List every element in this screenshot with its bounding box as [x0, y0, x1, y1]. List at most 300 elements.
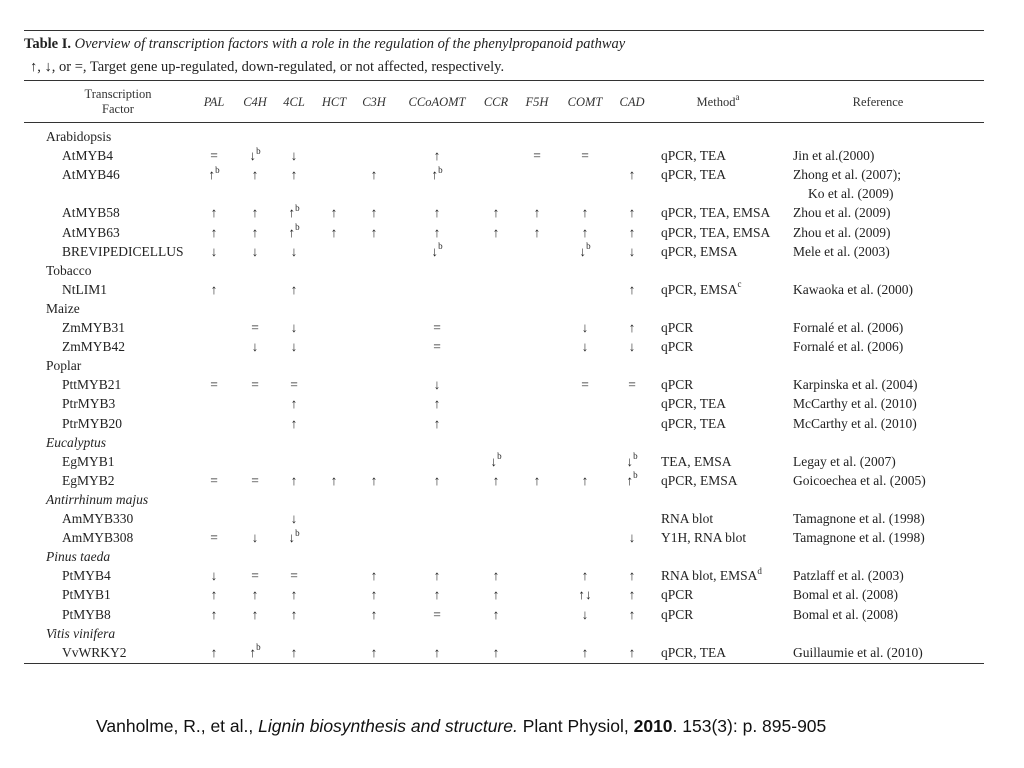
method-cell — [661, 394, 726, 413]
regulation-symbol: ↑ — [210, 281, 218, 297]
table-row — [24, 566, 984, 585]
tf-name: PtrMYB20 — [62, 415, 123, 431]
table-label: Table I. — [24, 36, 72, 52]
method-text: TEA, EMSA — [661, 453, 732, 469]
table-row — [24, 184, 984, 203]
regulation-cell — [371, 203, 378, 222]
regulation-cell — [211, 203, 218, 222]
tf-name: PtMYB1 — [62, 587, 111, 603]
regulation-cell — [629, 585, 636, 604]
footnote-marker: b — [497, 451, 502, 462]
reference-cell: Fornalé et al. (2006) — [793, 339, 904, 355]
table-row — [24, 318, 984, 337]
reference-cell: McCarthy et al. (2010) — [793, 415, 917, 431]
regulation-symbol: ↑ — [433, 568, 441, 584]
header-transcription-factor — [85, 87, 152, 117]
regulation-symbol: = — [210, 530, 218, 546]
table-row — [24, 509, 984, 528]
regulation-symbol: = — [251, 472, 259, 488]
regulation-cell — [371, 643, 378, 662]
citation-authors: Vanholme, R., et al., — [96, 716, 259, 736]
regulation-cell — [291, 643, 298, 662]
regulation-cell — [291, 146, 298, 165]
method-text: qPCR, TEA — [661, 644, 727, 660]
method-cell — [661, 337, 693, 356]
group-name: Maize — [46, 300, 80, 316]
reference-cell: Zhou et al. (2009) — [793, 224, 891, 240]
regulation-symbol: ↓ — [581, 606, 589, 622]
header-gene-comt: COMT — [567, 95, 603, 109]
tf-name: PtMYB8 — [62, 606, 111, 622]
method-text: qPCR, TEA, EMSA — [661, 224, 771, 240]
citation-title: Lignin biosynthesis and structure. — [258, 716, 518, 736]
regulation-cell — [434, 585, 441, 604]
regulation-symbol: ↑ — [370, 568, 378, 584]
regulation-cell — [629, 643, 636, 662]
group-row — [24, 299, 984, 318]
regulation-symbol: ↑ — [251, 167, 259, 183]
method-cell — [661, 146, 726, 165]
regulation-symbol: ↑ — [628, 224, 636, 240]
regulation-cell — [626, 452, 637, 471]
regulation-cell — [291, 242, 298, 261]
regulation-cell — [210, 471, 218, 490]
reference-cell: Karpinska et al. (2004) — [793, 377, 918, 393]
method-text: qPCR — [661, 606, 694, 622]
regulation-symbol: ↑ — [330, 224, 338, 240]
regulation-cell — [249, 146, 260, 165]
reference-cell: Ko et al. (2009) — [808, 186, 894, 202]
group-name: Pinus taeda — [46, 549, 111, 565]
regulation-symbol: ↑ — [533, 472, 541, 488]
method-cell — [661, 566, 762, 585]
regulation-cell — [433, 318, 441, 337]
tf-name: VvWRKY2 — [62, 644, 127, 660]
footnote-marker: c — [737, 279, 742, 290]
header-tf-line1: Transcription — [84, 87, 152, 101]
regulation-cell — [493, 585, 500, 604]
regulation-symbol: ↑ — [533, 205, 541, 221]
regulation-symbol: ↓ — [249, 148, 257, 164]
regulation-symbol: ↓ — [581, 339, 589, 355]
regulation-cell — [331, 471, 338, 490]
regulation-cell — [578, 585, 592, 604]
regulation-cell — [434, 146, 441, 165]
regulation-cell — [628, 375, 636, 394]
tf-name: PtrMYB3 — [62, 396, 116, 412]
header-gene-pal: PAL — [203, 95, 225, 109]
table-row — [24, 223, 984, 242]
table-title: Overview of transcription factors with a role in the regulation of the phenylpropanoid pathway — [74, 36, 626, 52]
regulation-cell — [434, 471, 441, 490]
regulation-symbol: = — [533, 148, 541, 164]
group-name: Poplar — [46, 358, 82, 374]
regulation-symbol: ↑ — [370, 587, 378, 603]
regulation-cell — [581, 375, 589, 394]
regulation-symbol: ↑ — [581, 472, 589, 488]
regulation-cell — [211, 585, 218, 604]
regulation-symbol: ↑ — [492, 606, 500, 622]
citation-year: 2010 — [633, 716, 673, 736]
regulation-symbol: ↓ — [628, 530, 636, 546]
regulation-cell — [629, 223, 636, 242]
regulation-cell — [211, 643, 218, 662]
tf-name: ZmMYB31 — [62, 320, 126, 335]
regulation-symbol: ↑ — [210, 606, 218, 622]
regulation-cell — [493, 605, 500, 624]
table-row — [24, 414, 984, 433]
method-cell — [661, 452, 732, 471]
reference-cell: Zhong et al. (2007); — [793, 167, 901, 183]
regulation-symbol: ↑ — [433, 472, 441, 488]
regulation-cell — [291, 509, 298, 528]
regulation-cell — [493, 203, 500, 222]
tf-name: EgMYB1 — [62, 453, 115, 469]
tf-name: AtMYB4 — [62, 148, 114, 164]
method-cell — [661, 414, 726, 433]
reference-cell: Kawaoka et al. (2000) — [793, 281, 913, 297]
header-bottom-rule — [24, 122, 984, 123]
citation-journal: Plant Physiol, — [517, 716, 634, 736]
table-row — [24, 643, 984, 662]
tf-name: BREVIPEDICELLUS — [62, 243, 184, 259]
regulation-cell — [211, 280, 218, 299]
regulation-cell — [629, 280, 636, 299]
regulation-symbol: ↓ — [290, 320, 298, 335]
header-method-label: Method — [696, 95, 736, 109]
regulation-cell — [211, 223, 218, 242]
regulation-symbol: ↑ — [290, 606, 298, 622]
regulation-symbol: ↑ — [370, 224, 378, 240]
regulation-cell — [252, 223, 259, 242]
header-method-sup: a — [735, 91, 740, 102]
regulation-symbol: ↓ — [251, 243, 259, 259]
regulation-symbol: ↑ — [492, 644, 500, 660]
footnote-marker: b — [438, 164, 443, 175]
regulation-cell — [581, 146, 589, 165]
regulation-cell — [629, 528, 636, 547]
regulation-cell — [288, 528, 299, 547]
regulation-cell — [291, 318, 298, 337]
group-name: Antirrhinum majus — [46, 491, 149, 507]
tf-name: EgMYB2 — [62, 472, 115, 488]
reference-cell: Tamagnone et al. (1998) — [793, 530, 925, 546]
regulation-cell — [252, 605, 259, 624]
table-row — [24, 471, 984, 490]
regulation-cell — [288, 223, 299, 242]
method-text: qPCR, EMSA — [661, 281, 738, 297]
method-text: RNA blot — [661, 511, 714, 526]
regulation-cell — [252, 203, 259, 222]
regulation-cell — [211, 566, 218, 585]
footnote-marker: b — [633, 470, 638, 481]
regulation-cell — [434, 643, 441, 662]
regulation-symbol: ↑ — [330, 205, 338, 221]
regulation-symbol: ↑ — [330, 472, 338, 488]
reference-cell: McCarthy et al. (2010) — [793, 396, 917, 412]
method-text: qPCR, EMSA — [661, 243, 738, 259]
group-row — [24, 127, 984, 146]
regulation-cell — [371, 223, 378, 242]
regulation-symbol: = — [290, 377, 298, 393]
header-method — [696, 91, 740, 110]
footnote-marker: b — [295, 527, 300, 538]
regulation-cell — [434, 223, 441, 242]
header-reference: Reference — [852, 95, 904, 109]
regulation-cell — [629, 165, 636, 184]
regulation-symbol: ↑ — [290, 396, 298, 412]
regulation-cell — [251, 375, 259, 394]
method-cell — [661, 528, 746, 547]
regulation-symbol: ↑ — [370, 644, 378, 660]
regulation-symbol: = — [210, 148, 218, 164]
method-text: qPCR, EMSA — [661, 472, 738, 488]
regulation-cell — [211, 242, 218, 261]
reference-cell: Bomal et al. (2008) — [793, 606, 898, 622]
regulation-symbol: = — [581, 148, 589, 164]
regulation-cell — [493, 566, 500, 585]
regulation-symbol: ↑↓ — [578, 587, 592, 603]
regulation-cell — [582, 605, 589, 624]
regulation-symbol: ↑ — [210, 587, 218, 603]
method-text: qPCR — [661, 320, 694, 335]
tf-name: ZmMYB42 — [62, 339, 126, 355]
regulation-cell — [431, 242, 442, 261]
group-name: Eucalyptus — [46, 434, 106, 450]
table-row — [24, 146, 984, 165]
regulation-cell — [291, 605, 298, 624]
regulation-symbol: ↑ — [210, 205, 218, 221]
regulation-cell — [249, 643, 260, 662]
reference-cell: Fornalé et al. (2006) — [793, 320, 904, 335]
regulation-symbol: ↑ — [581, 568, 589, 584]
table-row — [24, 242, 984, 261]
regulation-cell — [582, 318, 589, 337]
method-cell — [661, 318, 693, 337]
regulation-symbol: ↑ — [290, 415, 298, 431]
footnote-marker: b — [215, 164, 220, 175]
regulation-symbol: ↑ — [290, 644, 298, 660]
regulation-cell — [371, 566, 378, 585]
tf-name: AtMYB58 — [62, 205, 120, 221]
regulation-symbol: ↓ — [628, 243, 636, 259]
table-row — [24, 585, 984, 604]
regulation-cell — [534, 203, 541, 222]
regulation-symbol: ↑ — [370, 472, 378, 488]
regulation-symbol: ↓ — [290, 511, 298, 526]
regulation-cell — [371, 471, 378, 490]
regulation-cell — [626, 471, 637, 490]
regulation-symbol: = — [433, 339, 441, 355]
regulation-symbol: = — [433, 320, 441, 335]
reference-cell: Jin et al.(2000) — [793, 148, 875, 164]
tf-name: PttMYB21 — [62, 377, 122, 393]
regulation-cell — [629, 605, 636, 624]
group-row — [24, 433, 984, 452]
regulation-symbol: ↑ — [251, 587, 259, 603]
tf-name: AtMYB46 — [62, 167, 120, 183]
regulation-cell — [434, 566, 441, 585]
table-row — [24, 203, 984, 222]
regulation-symbol: ↑ — [290, 281, 298, 297]
reference-cell: Zhou et al. (2009) — [793, 205, 891, 221]
method-text: qPCR — [661, 339, 694, 355]
regulation-symbol: = — [210, 377, 218, 393]
regulation-symbol: ↑ — [370, 167, 378, 183]
reference-cell: Goicoechea et al. (2005) — [793, 472, 926, 488]
regulation-symbol: ↑ — [492, 587, 500, 603]
regulation-symbol: ↑ — [251, 205, 259, 221]
table-row — [24, 394, 984, 413]
regulation-symbol: ↑ — [581, 644, 589, 660]
regulation-cell — [579, 242, 590, 261]
regulation-cell — [251, 566, 259, 585]
method-cell — [661, 585, 693, 604]
regulation-symbol: ↑ — [370, 205, 378, 221]
regulation-symbol: = — [290, 568, 298, 584]
regulation-cell — [582, 566, 589, 585]
regulation-cell — [490, 452, 501, 471]
regulation-symbol: ↓ — [288, 530, 296, 546]
regulation-symbol: ↑ — [433, 415, 441, 431]
table-row — [24, 165, 984, 184]
header-gene-hct: HCT — [321, 95, 347, 109]
method-cell — [661, 643, 726, 662]
regulation-cell — [433, 337, 441, 356]
tf-name: NtLIM1 — [62, 281, 107, 297]
method-text: Y1H, RNA blot — [661, 530, 747, 546]
footnote-marker: b — [256, 642, 261, 653]
table-header — [24, 86, 984, 124]
header-tf-line2: Factor — [102, 102, 134, 116]
regulation-symbol: ↑ — [628, 568, 636, 584]
regulation-cell — [252, 242, 259, 261]
table-row — [24, 528, 984, 547]
regulation-symbol: ↑ — [492, 224, 500, 240]
regulation-cell — [534, 223, 541, 242]
table-row — [24, 337, 984, 356]
group-row — [24, 547, 984, 566]
regulation-symbol: ↑ — [431, 167, 439, 183]
regulation-symbol: ↑ — [288, 205, 296, 221]
regulation-cell — [493, 643, 500, 662]
regulation-symbol: ↓ — [628, 339, 636, 355]
regulation-cell — [331, 203, 338, 222]
reference-cell: Bomal et al. (2008) — [793, 587, 898, 603]
header-gene-c3h: C3H — [362, 95, 386, 109]
regulation-symbol: ↑ — [581, 205, 589, 221]
regulation-symbol: ↑ — [210, 224, 218, 240]
regulation-cell — [288, 203, 299, 222]
regulation-cell — [211, 605, 218, 624]
method-cell — [661, 223, 770, 242]
method-text: qPCR — [661, 587, 694, 603]
regulation-symbol: ↓ — [433, 377, 441, 393]
footnote-marker: b — [633, 451, 638, 462]
regulation-cell — [291, 165, 298, 184]
regulation-symbol: ↑ — [433, 148, 441, 164]
method-cell — [661, 203, 770, 222]
header-gene-4cl: 4CL — [283, 95, 305, 109]
header-top-rule — [24, 80, 984, 81]
method-text: qPCR, TEA — [661, 148, 727, 164]
regulation-cell — [291, 394, 298, 413]
tf-name: AmMYB330 — [62, 511, 134, 526]
regulation-symbol: ↑ — [433, 205, 441, 221]
method-cell — [661, 471, 738, 490]
regulation-symbol: ↓ — [581, 320, 589, 335]
citation-rest: . 153(3): p. 895-905 — [672, 716, 827, 736]
regulation-symbol: ↑ — [210, 644, 218, 660]
regulation-cell — [582, 337, 589, 356]
regulation-symbol: = — [251, 377, 259, 393]
regulation-symbol: ↑ — [492, 568, 500, 584]
regulation-symbol: ↓ — [290, 339, 298, 355]
table-row — [24, 605, 984, 624]
tf-name: PtMYB4 — [62, 568, 111, 584]
regulation-cell — [629, 203, 636, 222]
regulation-symbol: ↑ — [433, 224, 441, 240]
regulation-symbol: ↑ — [290, 587, 298, 603]
regulation-cell — [210, 146, 218, 165]
regulation-symbol: ↑ — [370, 606, 378, 622]
regulation-cell — [290, 375, 298, 394]
method-cell — [661, 280, 742, 299]
regulation-symbol: ↑ — [581, 224, 589, 240]
method-text: qPCR, TEA — [661, 415, 727, 431]
regulation-cell — [433, 605, 441, 624]
footnote-marker: d — [757, 565, 762, 576]
method-cell — [661, 509, 713, 528]
footnote-marker: b — [438, 241, 443, 252]
regulation-symbol: = — [628, 377, 636, 393]
footnote-marker: b — [295, 202, 300, 213]
regulation-symbol: = — [581, 377, 589, 393]
regulation-symbol: ↑ — [208, 167, 216, 183]
method-cell — [661, 242, 738, 261]
regulation-cell — [434, 414, 441, 433]
regulation-symbol: = — [251, 568, 259, 584]
regulation-cell — [291, 414, 298, 433]
regulation-symbol: ↑ — [290, 167, 298, 183]
method-cell — [661, 605, 693, 624]
method-cell — [661, 375, 693, 394]
footnote-marker: b — [256, 145, 261, 156]
group-row — [24, 261, 984, 280]
regulation-cell — [371, 165, 378, 184]
regulation-symbol: = — [210, 472, 218, 488]
method-text: RNA blot, EMSA — [661, 568, 758, 584]
regulation-symbol: ↑ — [251, 224, 259, 240]
group-name: Tobacco — [46, 262, 92, 278]
regulation-symbol: ↑ — [628, 167, 636, 183]
regulation-cell — [431, 165, 442, 184]
regulation-cell — [331, 223, 338, 242]
regulation-symbol: ↑ — [628, 205, 636, 221]
regulation-symbol: ↑ — [290, 472, 298, 488]
regulation-cell — [371, 585, 378, 604]
regulation-cell — [582, 223, 589, 242]
regulation-cell — [291, 280, 298, 299]
regulation-cell — [252, 528, 259, 547]
regulation-symbol: ↑ — [626, 472, 634, 488]
regulation-symbol: ↑ — [533, 224, 541, 240]
regulation-cell — [534, 471, 541, 490]
reference-cell: Patzlaff et al. (2003) — [793, 568, 904, 584]
regulation-cell — [251, 318, 259, 337]
regulation-symbol: ↑ — [628, 587, 636, 603]
regulation-cell — [210, 375, 218, 394]
